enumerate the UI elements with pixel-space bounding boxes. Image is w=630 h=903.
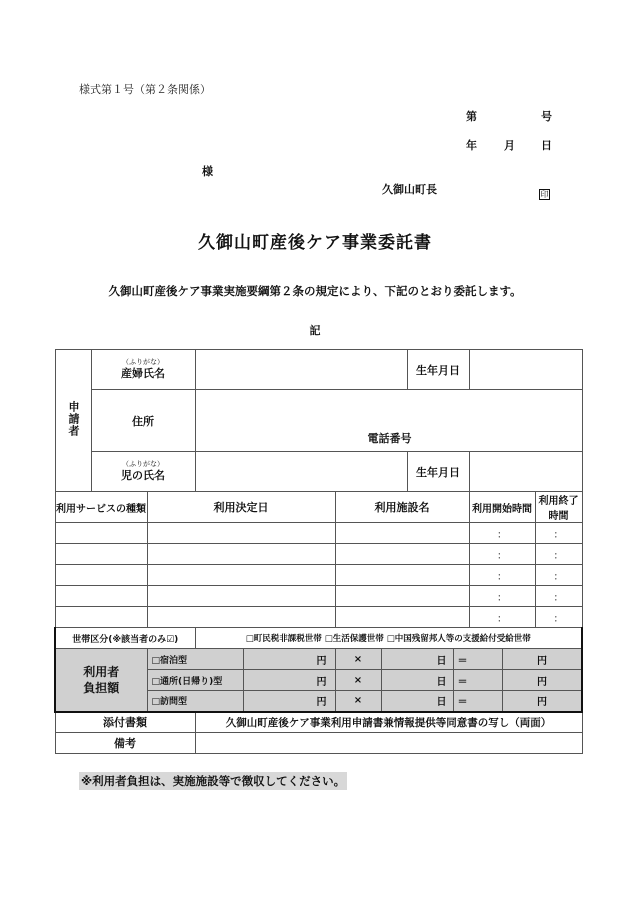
start-time-cell[interactable]: ： (469, 586, 535, 607)
total-yen-unit: 円 (502, 649, 582, 670)
child-birthdate-label: 生年月日 (407, 452, 469, 492)
equals-sign: ＝ (453, 649, 502, 670)
phone-label: 電話番号 (367, 432, 412, 445)
mother-name-label: （ふりがな） 産婦氏名 (91, 350, 195, 390)
service-type-cell[interactable] (55, 586, 147, 607)
household-label: 世帯区分(※該当者のみ☑) (55, 628, 195, 649)
burden-type-daytrip[interactable]: □通所(日帰り)型 (147, 670, 243, 691)
service-type-cell[interactable] (55, 523, 147, 544)
mother-name-field[interactable] (195, 350, 407, 390)
date-year: 年 (466, 139, 477, 152)
decision-date-cell[interactable] (147, 523, 335, 544)
remarks-label: 備考 (55, 733, 195, 754)
issuer-name: 久御山町長 (382, 183, 437, 196)
facility-name-header: 利用施設名 (335, 492, 469, 523)
yen-unit: 円 (243, 691, 335, 712)
seal-mark: 印 (540, 190, 549, 199)
burden-type-stay[interactable]: □宿泊型 (147, 649, 243, 670)
end-time-cell[interactable]: ： (535, 586, 582, 607)
mother-birthdate-label: 生年月日 (407, 350, 469, 390)
service-type-cell[interactable] (55, 565, 147, 586)
end-time-cell[interactable]: ： (535, 607, 582, 628)
service-row (55, 544, 582, 565)
child-name-field[interactable] (195, 452, 407, 492)
service-type-cell[interactable] (55, 607, 147, 628)
ki-marker: 記 (309, 324, 321, 337)
attachments-label: 添付書類 (55, 712, 195, 733)
addressee-suffix: 様 (202, 165, 213, 178)
facility-name-cell[interactable] (335, 544, 469, 565)
number-suffix: 号 (541, 110, 552, 123)
day-unit: 日 (381, 691, 453, 712)
service-row (55, 523, 582, 544)
attachments-value: 久御山町産後ケア事業利用申請書兼情報提供等同意書の写し（両面） (195, 712, 582, 733)
number-prefix: 第 (466, 110, 477, 123)
day-unit: 日 (381, 649, 453, 670)
equals-sign: ＝ (453, 691, 502, 712)
total-yen-unit: 円 (502, 691, 582, 712)
facility-name-cell[interactable] (335, 586, 469, 607)
service-row (55, 586, 582, 607)
facility-name-cell[interactable] (335, 523, 469, 544)
child-birthdate-field[interactable] (469, 452, 582, 492)
applicant-section-label: 申請者 (55, 350, 91, 492)
service-type-cell[interactable] (55, 544, 147, 565)
decision-date-cell[interactable] (147, 544, 335, 565)
yen-unit: 円 (243, 670, 335, 691)
form-number: 様式第１号（第２条関係） (79, 83, 211, 96)
remarks-field[interactable] (195, 733, 582, 754)
start-time-cell[interactable]: ： (469, 523, 535, 544)
yen-unit: 円 (243, 649, 335, 670)
decision-date-header: 利用決定日 (147, 492, 335, 523)
end-time-header: 利用終了時間 (535, 492, 582, 523)
decision-date-cell[interactable] (147, 565, 335, 586)
intro-text: 久御山町産後ケア事業実施要綱第２条の規定により、下記のとおり委託します。 (108, 284, 522, 298)
footer-note: ※利用者負担は、実施施設等で徴収してください。 (81, 774, 346, 788)
start-time-header: 利用開始時間 (469, 492, 535, 523)
end-time-cell[interactable]: ： (535, 523, 582, 544)
times-sign: × (335, 691, 381, 712)
decision-date-cell[interactable] (147, 607, 335, 628)
decision-date-cell[interactable] (147, 586, 335, 607)
child-name-label: （ふりがな） 児の氏名 (91, 452, 195, 492)
facility-name-cell[interactable] (335, 607, 469, 628)
application-table (54, 349, 583, 754)
date-month: 月 (504, 139, 515, 152)
day-unit: 日 (381, 670, 453, 691)
date-day: 日 (541, 139, 552, 152)
end-time-cell[interactable]: ： (535, 544, 582, 565)
start-time-cell[interactable]: ： (469, 565, 535, 586)
service-row (55, 607, 582, 628)
document-title: 久御山町産後ケア事業委託書 (198, 233, 432, 253)
household-options[interactable]: □町民税非課税世帯 □生活保護世帯 □中国残留邦人等の支援給付受給世帯 (195, 628, 582, 649)
address-field[interactable] (195, 390, 582, 452)
address-label: 住所 (91, 390, 195, 452)
equals-sign: ＝ (453, 670, 502, 691)
start-time-cell[interactable]: ： (469, 544, 535, 565)
mother-birthdate-field[interactable] (469, 350, 582, 390)
facility-name-cell[interactable] (335, 565, 469, 586)
service-type-header: 利用サービスの種類 (55, 492, 147, 523)
burden-label: 利用者 負担額 (55, 649, 147, 712)
total-yen-unit: 円 (502, 670, 582, 691)
start-time-cell[interactable]: ： (469, 607, 535, 628)
times-sign: × (335, 670, 381, 691)
times-sign: × (335, 649, 381, 670)
end-time-cell[interactable]: ： (535, 565, 582, 586)
service-row (55, 565, 582, 586)
burden-type-visit[interactable]: □訪問型 (147, 691, 243, 712)
